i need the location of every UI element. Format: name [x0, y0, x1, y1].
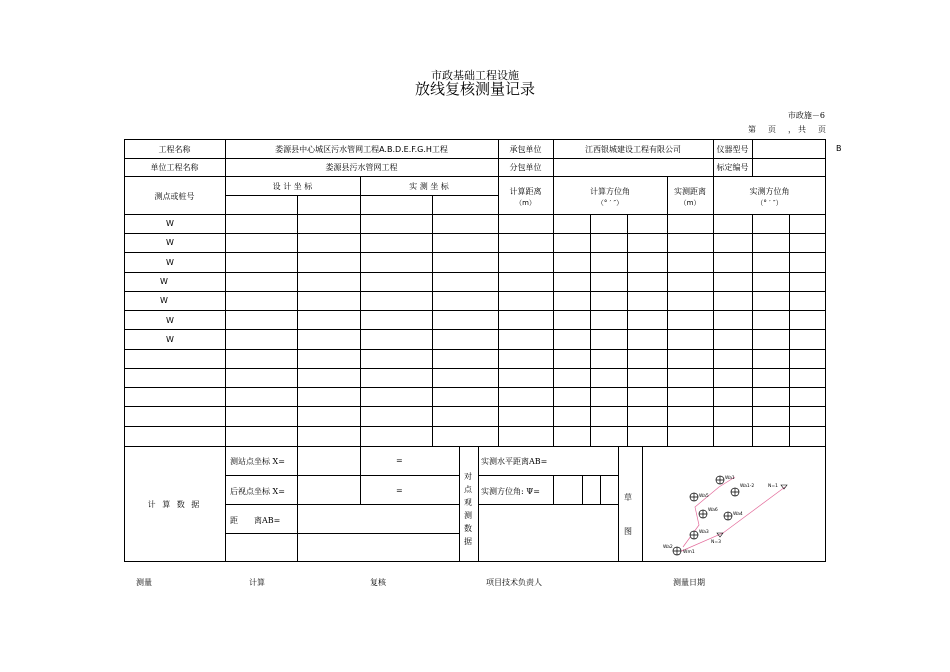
col-design-coord: 设 计 坐 标	[272, 182, 313, 191]
project-name: 娄源县中心城区污水管网工程A.B.D.E.F.G.H工程	[275, 145, 448, 154]
survey-point-icons	[673, 476, 739, 555]
sketch-labels	[663, 475, 778, 555]
sketch-point-label: Wa6	[708, 508, 718, 513]
unit-project: 娄源县污水管网工程	[325, 163, 398, 172]
row-point: W	[166, 258, 174, 267]
row-point: W	[160, 277, 168, 286]
footer-tech-lead: 项目技术负责人	[486, 578, 542, 587]
row-point: W	[160, 296, 168, 305]
col-calc-distance-unit: （m）	[515, 199, 536, 207]
obs-data-label: 对点观测数据	[464, 472, 472, 546]
col-meas-azimuth-unit: （° ′ ″）	[756, 199, 783, 207]
form-category: 市政基础工程设施	[431, 69, 519, 82]
col-point: 测点或桩号	[154, 192, 195, 201]
sketch-point-label: Wm1	[683, 550, 695, 555]
sketch-point-label: Wa4	[733, 512, 743, 517]
distance-ab: 距 离AB=	[230, 516, 281, 525]
contractor-label: 承包单位	[509, 145, 542, 154]
form-code: 市政施－6	[787, 111, 825, 120]
footer-review: 复核	[370, 578, 386, 587]
sketch-point-label: Wa1-2	[740, 484, 755, 489]
station-coord: 测站点坐标 X=	[230, 457, 285, 466]
col-meas-azimuth: 实测方位角	[749, 187, 790, 196]
col-calc-azimuth: 计算方位角	[590, 187, 630, 196]
footer-date: 测量日期	[673, 578, 705, 587]
page-count: 第 页 ，共 页	[748, 125, 828, 134]
col-measured-coord: 实 测 坐 标	[409, 182, 449, 191]
instrument-label: 仪器型号	[716, 145, 749, 154]
sketch-label: 草图	[624, 493, 632, 536]
row-point: W	[166, 219, 174, 228]
row-point: W	[166, 316, 174, 325]
row-point: W	[166, 335, 174, 344]
sketch-point-label: Wa3	[699, 530, 709, 535]
col-meas-distance: 实测距离	[674, 187, 706, 196]
equals-1: =	[396, 456, 403, 465]
unit-project-label: 单位工程名称	[150, 163, 199, 172]
sketch-point-label: Wa2	[663, 545, 673, 550]
footer-compute: 计算	[249, 578, 265, 587]
meas-horizontal-distance: 实测水平距离AB=	[481, 457, 548, 466]
calibration-label: 标定编号	[716, 163, 749, 172]
meas-azimuth: 实测方位角: Ψ=	[481, 487, 540, 496]
equals-2: =	[396, 486, 403, 495]
page-title: 放线复核测量记录	[414, 80, 535, 98]
calc-data-label: 计 算 数 据	[147, 500, 202, 509]
col-meas-distance-unit: （m）	[679, 199, 701, 207]
sketch-point-label: N=3	[711, 540, 721, 545]
contractor: 江西银城建设工程有限公司	[585, 145, 681, 154]
sketch-point-label: N=1	[768, 484, 778, 489]
sketch-point-label: Wa5	[699, 494, 709, 499]
project-name-label: 工程名称	[158, 145, 191, 154]
col-calc-azimuth-unit: （° ′ ″）	[596, 199, 624, 207]
side-mark: B	[836, 144, 842, 153]
subcontractor-label: 分包单位	[509, 163, 542, 172]
sketch-point-label: Wa1	[725, 476, 735, 481]
row-point: W	[166, 238, 174, 247]
col-calc-distance: 计算距离	[509, 187, 542, 196]
footer-measure: 测量	[136, 578, 152, 587]
triangle-marks	[717, 485, 787, 537]
backsight-coord: 后视点坐标 X=	[230, 487, 285, 496]
sketch-diagram	[643, 447, 825, 561]
